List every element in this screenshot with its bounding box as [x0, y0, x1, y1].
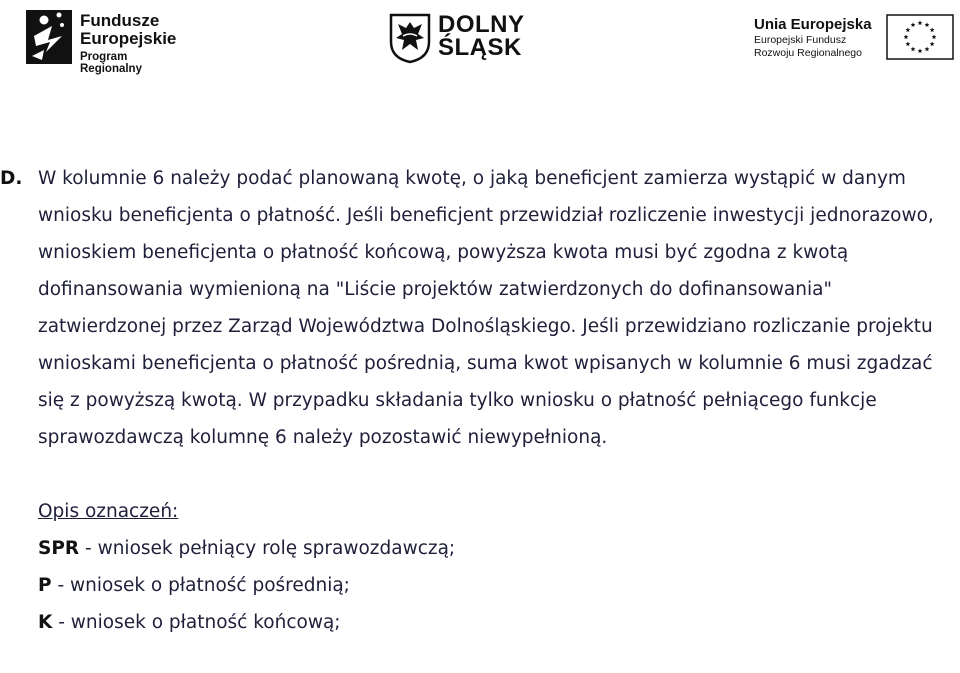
ue-logo-title: Unia Europejska	[754, 16, 872, 33]
document-body	[0, 160, 950, 641]
legend-code: K	[38, 612, 53, 633]
legend-item-spr	[38, 530, 950, 567]
fe-logo-line1: Fundusze	[80, 11, 160, 30]
legend-desc: - wniosek pełniący rolę sprawozdawczą;	[79, 538, 456, 559]
ue-logo-line1: Europejski Fundusz	[754, 34, 847, 46]
ue-logo-line2: Rozwoju Regionalnego	[754, 47, 862, 60]
dolny-slask-text	[438, 11, 525, 61]
eagle-crest-icon	[388, 12, 432, 64]
dolny-slask-logo	[388, 12, 548, 68]
section-text: W kolumnie 6 należy podać planowaną kwotę, o jaką beneficjent zamierza wystąpić w danym wniosku beneficjenta o płatność. Jeśli beneficjent przewidział rozliczenie inwestycji jednorazowo, wnioskiem beneficjenta o płatność końcową, powyższa kwota musi być zgodna z kwotą dofinansowania wymienioną na "Liście projektów zatwierdzonych do dofinansowania" zatwierdzonej przez Zarząd Województwa Dolnośląskiego. Jeśli przewidziano rozliczanie projektu wnioskami beneficjenta o płatność pośrednią, suma kwot wpisanych w kolumnie 6 musi zgadzać się z powyższą kwotą. W przypadku składania tylko wniosku o płatność pełniącego funkcje sprawozdawczą kolumnę 6 należy pozostawić niewypełnioną.	[38, 168, 934, 448]
fe-logo-line2: Europejskie	[80, 28, 177, 48]
ds-line2: ŚLĄSK	[438, 33, 522, 61]
legend	[0, 493, 950, 641]
unia-europejska-logo	[754, 12, 954, 66]
legend-code: P	[38, 575, 52, 596]
ds-line1: DOLNY	[438, 11, 525, 38]
fe-logo-line3: Program Regionalny	[80, 50, 142, 75]
legend-desc: - wniosek o płatność końcową;	[52, 612, 341, 633]
fe-emblem-icon	[22, 6, 76, 68]
legend-title: Opis oznaczeń:	[38, 501, 179, 522]
legend-desc: - wniosek o płatność pośrednią;	[51, 575, 350, 596]
ue-logo-text	[754, 16, 872, 60]
page-header	[0, 0, 960, 75]
legend-code: SPR	[38, 538, 80, 559]
section-d-paragraph	[0, 160, 950, 456]
fundusze-europejskie-logo	[22, 6, 192, 75]
legend-item-k	[38, 604, 950, 641]
fe-logo-text	[80, 12, 192, 75]
eu-flag-icon	[886, 14, 954, 60]
legend-item-p	[38, 567, 950, 604]
section-marker: D.	[0, 168, 23, 189]
